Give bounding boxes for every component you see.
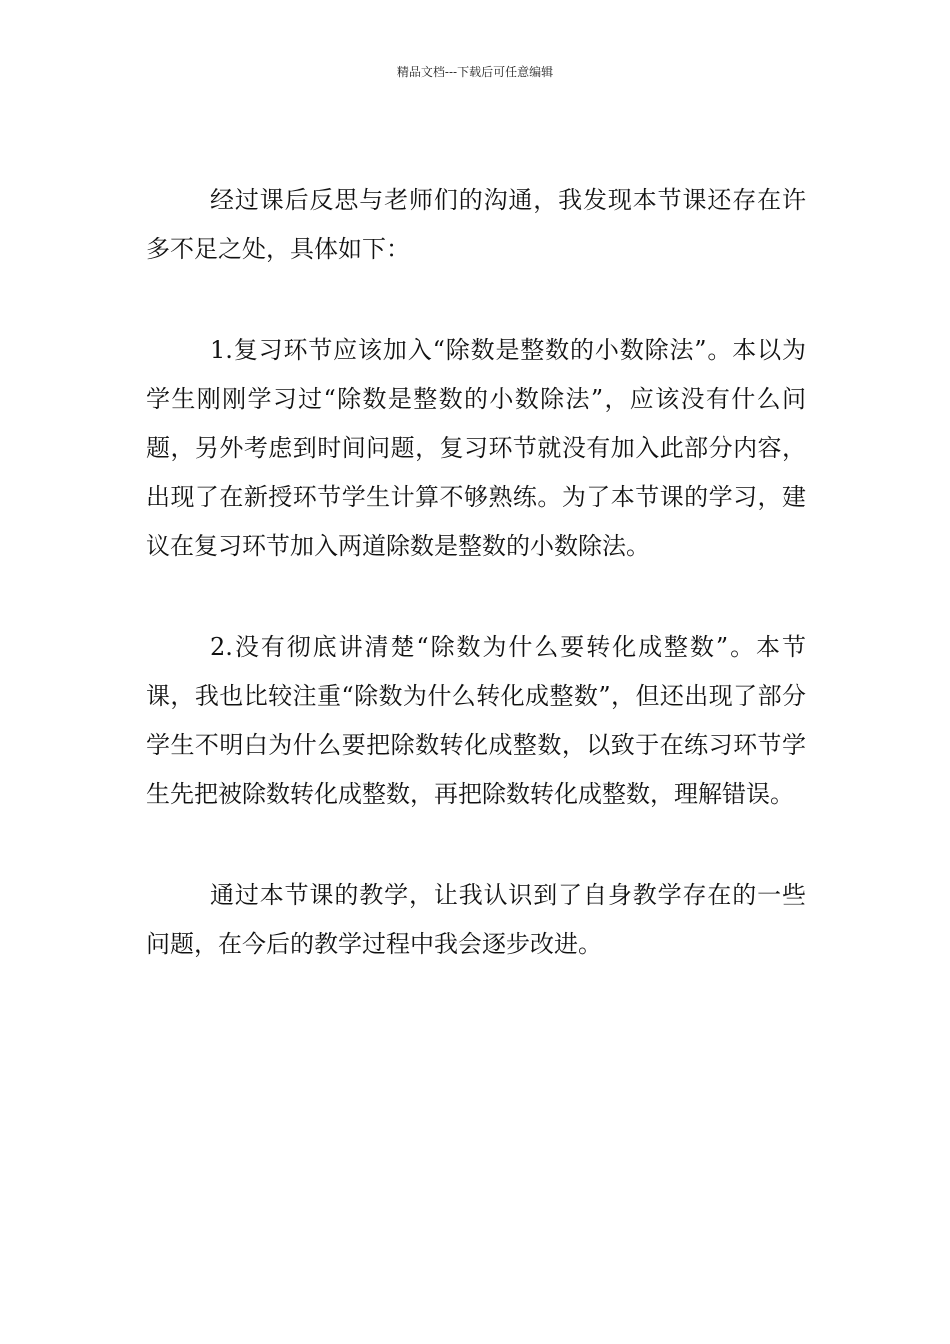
document-body	[146, 176, 806, 969]
paragraph-conclusion: 通过本节课的教学，让我认识到了自身教学存在的一些问题，在今后的教学过程中我会逐步改进。	[146, 881, 806, 958]
page-header: 精品文档---下载后可任意编辑	[396, 65, 554, 79]
paragraph-point-1: 1.复习环节应该加入“除数是整数的小数除法”。本以为学生刚刚学习过“除数是整数的小数除法”，应该没有什么问题，另外考虑到时间问题，复习环节就没有加入此部分内容，出现了在新授环节学生计算不够熟练。为了本节课的学习，建议在复习环节加入两道除数是整数的小数除法。	[146, 336, 806, 560]
paragraph-spacer	[146, 819, 806, 871]
paragraph-spacer	[146, 274, 806, 326]
paragraph-point-2: 2.没有彻底讲清楚“除数为什么要转化成整数”。本节课，我也比较注重“除数为什么转化成整数”，但还出现了部分学生不明白为什么要把除数转化成整数，以致于在练习环节学生先把被除数转化成整数，再把除数转化成整数，理解错误。	[146, 633, 806, 808]
paragraph-spacer	[146, 571, 806, 623]
paragraph-intro: 经过课后反思与老师们的沟通，我发现本节课还存在许多不足之处，具体如下：	[146, 186, 806, 263]
